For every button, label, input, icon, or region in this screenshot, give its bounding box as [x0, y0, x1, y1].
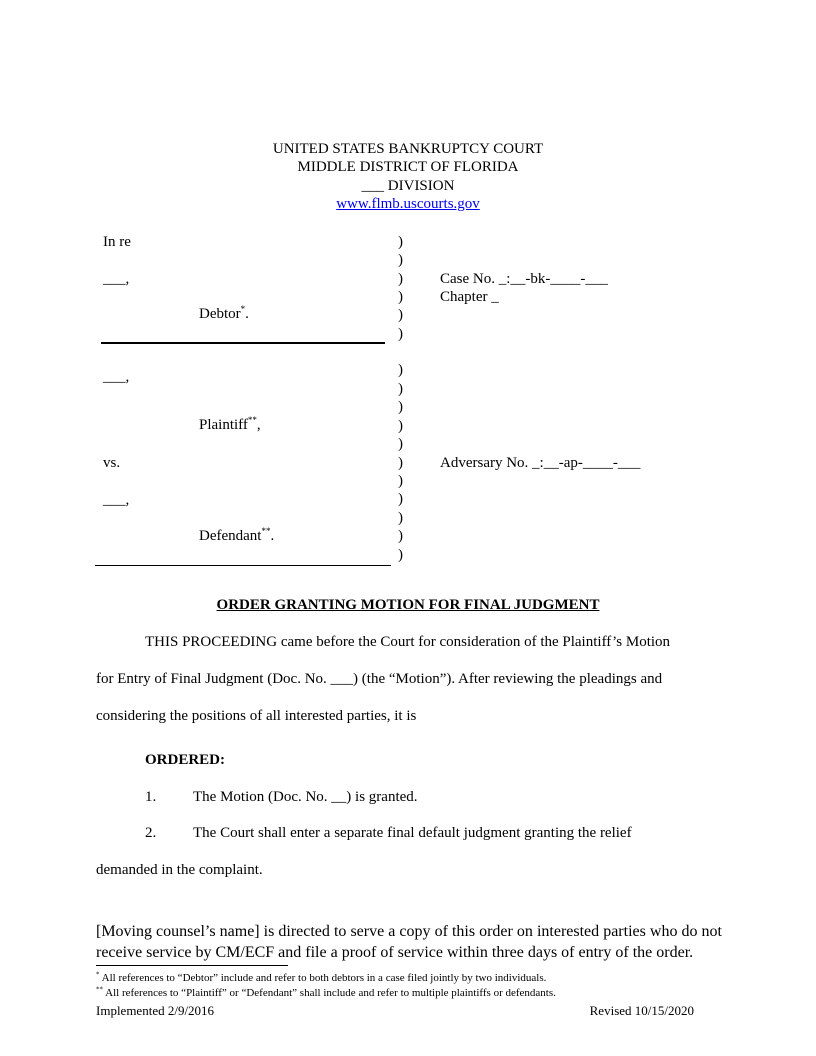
caption-paren: )	[398, 491, 403, 507]
order-title: ORDER GRANTING MOTION FOR FINAL JUDGMENT	[216, 597, 600, 613]
caption-paren: )	[398, 271, 403, 287]
division-name: ___ DIVISION	[361, 178, 455, 194]
item-2-text: The Court shall enter a separate final default judgment granting the relief	[193, 825, 632, 841]
caption-paren: )	[398, 362, 403, 378]
implemented-date: Implemented 2/9/2016	[96, 1003, 215, 1018]
plaintiff-name: ___,	[103, 369, 130, 385]
caption-paren: )	[398, 252, 403, 268]
ordered-heading: ORDERED:	[145, 752, 226, 768]
caption-paren: )	[398, 326, 403, 342]
chapter-number: Chapter _	[440, 289, 499, 305]
adversary-number: Adversary No. _:__-ap-____-___	[440, 455, 641, 471]
caption-paren: )	[398, 234, 403, 250]
item-1-text: The Motion (Doc. No. __) is granted.	[193, 789, 418, 805]
item-1-number: 1.	[145, 789, 157, 805]
caption-divider	[101, 342, 385, 344]
vs-label: vs.	[103, 455, 121, 471]
body-line-3: considering the positions of all interested parties, it is	[96, 708, 417, 724]
defendant-label: Defendant**.	[199, 526, 275, 544]
caption-paren: )	[398, 473, 403, 489]
footnote-separator	[96, 965, 288, 966]
caption-paren: )	[398, 528, 403, 544]
caption-paren: )	[398, 436, 403, 452]
in-re-label: In re	[103, 234, 131, 250]
debtor-label: Debtor*.	[199, 304, 249, 322]
caption-paren: )	[398, 307, 403, 323]
body-line-2: for Entry of Final Judgment (Doc. No. ___) (the “Motion”). After reviewing the pleadings and	[96, 671, 663, 687]
district-name: MIDDLE DISTRICT OF FLORIDA	[297, 159, 519, 175]
plaintiff-label: Plaintiff**,	[199, 415, 261, 433]
caption-paren: )	[398, 510, 403, 526]
case-number: Case No. _:__-bk-____-___	[440, 271, 608, 287]
footnote-1: * All references to “Debtor” include and refer to both debtors in a case filed jointly by two individuals.	[96, 970, 547, 984]
service-paragraph: [Moving counsel’s name] is directed to serve a copy of this order on interested parties who do not receive service by CM/ECF and file a proof of service within three days of entry of the order.	[96, 923, 722, 961]
caption-paren: )	[398, 381, 403, 397]
debtor-name: ___,	[103, 271, 130, 287]
court-website-link[interactable]: www.flmb.uscourts.gov	[336, 196, 480, 212]
caption-paren: )	[398, 418, 403, 434]
item-2-number: 2.	[145, 825, 157, 841]
caption-bottom-rule	[95, 565, 391, 566]
caption-paren: )	[398, 455, 403, 471]
caption-paren: )	[398, 547, 403, 563]
caption-paren: )	[398, 289, 403, 305]
item-2-continuation: demanded in the complaint.	[96, 862, 263, 878]
footnote-2: ** All references to “Plaintiff” or “Defendant” shall include and refer to multiple plaintiffs or defendants.	[96, 985, 556, 999]
court-name: UNITED STATES BANKRUPTCY COURT	[272, 141, 544, 157]
caption-paren: )	[398, 399, 403, 415]
defendant-name: ___,	[103, 492, 130, 508]
body-line-1: THIS PROCEEDING came before the Court for consideration of the Plaintiff’s Motion	[145, 634, 671, 650]
revised-date: Revised 10/15/2020	[589, 1003, 694, 1018]
